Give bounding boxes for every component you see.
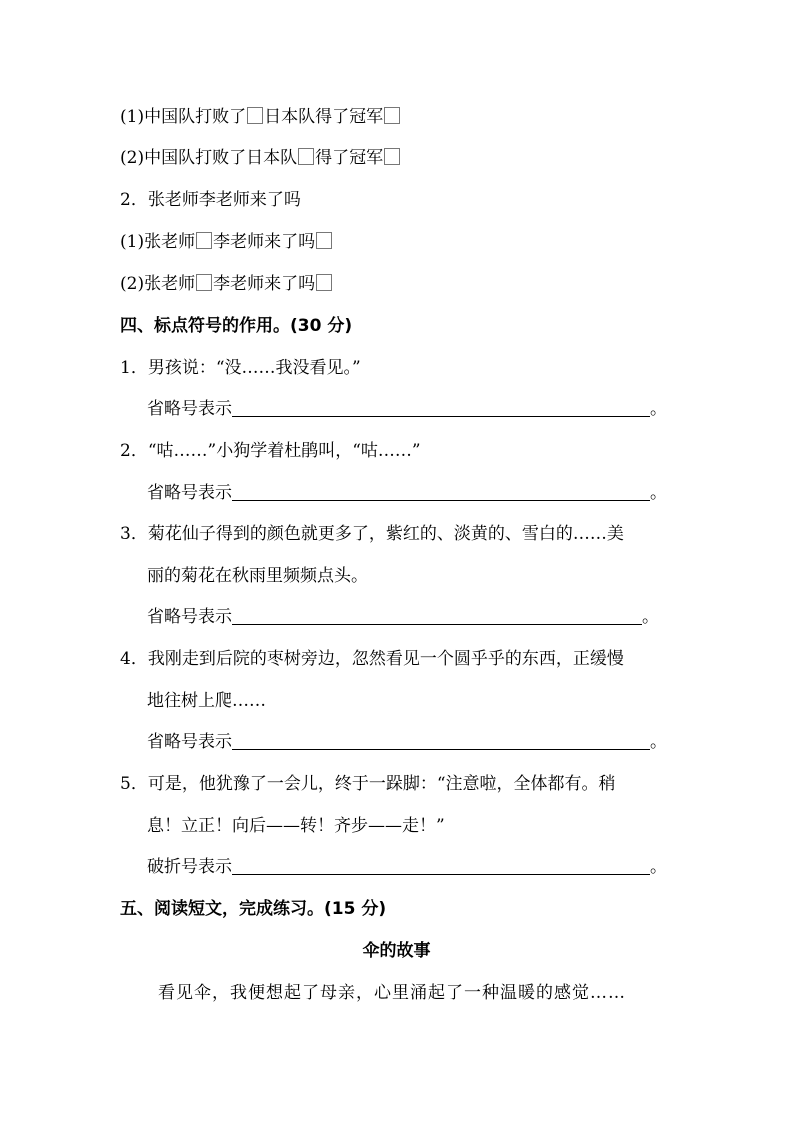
label: 省略号表示 bbox=[147, 732, 232, 752]
period: 。 bbox=[650, 483, 667, 503]
answer-box[interactable] bbox=[316, 232, 332, 249]
answer-blank[interactable] bbox=[232, 856, 650, 875]
section5-heading: 五、阅读短文，完成练习。(15 分) bbox=[120, 899, 387, 919]
s4-answer-3 bbox=[147, 605, 659, 629]
answer-box[interactable] bbox=[247, 107, 263, 124]
answer-box[interactable] bbox=[384, 148, 400, 165]
text: (1)张老师 bbox=[120, 232, 196, 252]
s4-question-1: 1．男孩说：“没……我没看见。” bbox=[120, 358, 361, 378]
label: 省略号表示 bbox=[147, 483, 232, 503]
s4-question-3-line2: 丽的菊花在秋雨里频频点头。 bbox=[147, 566, 368, 586]
story-paragraph: 看见伞，我便想起了母亲，心里涌起了一种温暖的感觉…… bbox=[158, 983, 626, 1003]
text: (2)张老师 bbox=[120, 274, 196, 294]
answer-box[interactable] bbox=[196, 274, 212, 291]
label: 省略号表示 bbox=[147, 399, 232, 419]
label: 省略号表示 bbox=[147, 607, 232, 627]
text: 得了冠军 bbox=[315, 148, 384, 168]
q3-item2-option1 bbox=[120, 230, 333, 254]
section4-heading: 四、标点符号的作用。(30 分) bbox=[120, 316, 353, 336]
s4-question-4-line2: 地往树上爬…… bbox=[147, 691, 266, 711]
label: 破折号表示 bbox=[147, 857, 232, 877]
q3-item2-prompt: 2．张老师李老师来了吗 bbox=[120, 190, 301, 210]
period: 。 bbox=[642, 607, 659, 627]
answer-blank[interactable] bbox=[232, 606, 642, 625]
s4-question-2: 2．“咕……”小狗学着杜鹃叫，“咕……” bbox=[120, 441, 421, 461]
q3-item1-option2 bbox=[120, 146, 401, 170]
story-title: 伞的故事 bbox=[362, 941, 431, 961]
s4-question-5-line1: 5．可是，他犹豫了一会儿，终于一跺脚：“注意啦，全体都有。稍 bbox=[120, 774, 616, 794]
text: 日本队得了冠军 bbox=[264, 107, 384, 127]
s4-answer-1 bbox=[147, 397, 667, 421]
s4-question-5-line2: 息！立正！向后——转！齐步——走！” bbox=[147, 816, 445, 836]
answer-blank[interactable] bbox=[232, 731, 650, 750]
answer-blank[interactable] bbox=[232, 482, 650, 501]
answer-box[interactable] bbox=[196, 232, 212, 249]
q3-item1-option1 bbox=[120, 105, 401, 129]
answer-blank[interactable] bbox=[232, 398, 650, 417]
answer-box[interactable] bbox=[298, 148, 314, 165]
text: (2)中国队打败了日本队 bbox=[120, 148, 298, 168]
answer-box[interactable] bbox=[316, 274, 332, 291]
s4-answer-2 bbox=[147, 481, 667, 505]
period: 。 bbox=[650, 732, 667, 752]
q3-item2-option2 bbox=[120, 272, 333, 296]
text: (1)中国队打败了 bbox=[120, 107, 247, 127]
text: 李老师来了吗 bbox=[213, 274, 316, 294]
s4-question-4-line1: 4．我刚走到后院的枣树旁边，忽然看见一个圆乎乎的东西，正缓慢 bbox=[120, 649, 624, 669]
answer-box[interactable] bbox=[384, 107, 400, 124]
text: 李老师来了吗 bbox=[213, 232, 316, 252]
period: 。 bbox=[650, 857, 667, 877]
s4-answer-4 bbox=[147, 730, 667, 754]
period: 。 bbox=[650, 399, 667, 419]
s4-answer-5 bbox=[147, 855, 667, 879]
s4-question-3-line1: 3．菊花仙子得到的颜色就更多了，紫红的、淡黄的、雪白的……美 bbox=[120, 524, 624, 544]
